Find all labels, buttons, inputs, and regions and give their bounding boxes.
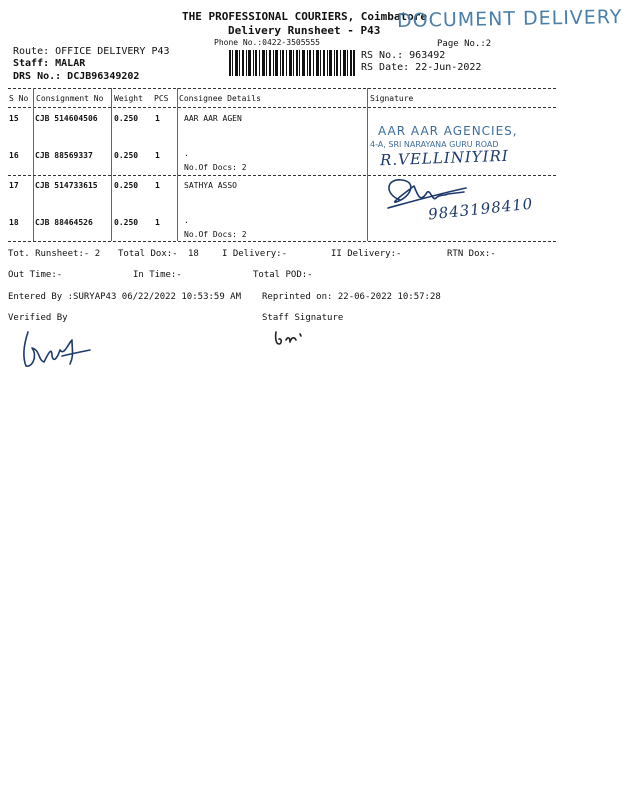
- document-delivery-stamp: DOCUMENT DELIVERY: [396, 6, 623, 32]
- table-bottom-divider: [8, 241, 556, 242]
- row-16-pcs: 1: [155, 151, 160, 160]
- first-delivery: I Delivery:-: [222, 249, 288, 259]
- in-time: In Time:-: [133, 270, 182, 280]
- col-signature: Signature: [370, 94, 414, 103]
- row-16-consignee: .: [184, 149, 189, 158]
- row-17-weight: 0.250: [114, 181, 139, 190]
- row-16-weight: 0.250: [114, 151, 139, 160]
- col-weight: Weight: [114, 94, 143, 103]
- row-15-sno: 15: [9, 114, 19, 123]
- row-18-weight: 0.250: [114, 218, 139, 227]
- row-17-sno: 17: [9, 181, 19, 190]
- header-bottom-divider: [8, 107, 556, 108]
- col-consignment: Consignment No: [36, 94, 104, 103]
- total-runsheet: Tot. Runsheet:- 2: [8, 249, 101, 259]
- agency-stamp-name: AAR AAR AGENCIES,: [378, 124, 518, 138]
- header-top-divider: [8, 88, 556, 89]
- row-17-pcs: 1: [155, 181, 160, 190]
- row-18-docs: No.Of Docs: 2: [184, 230, 247, 239]
- verified-by-label: Verified By: [8, 313, 68, 323]
- reprinted-on: Reprinted on: 22-06-2022 10:57:28: [262, 292, 441, 302]
- drs-number: DRS No.: DCJB96349202: [13, 71, 140, 82]
- barcode: [229, 50, 355, 76]
- row-18-consignee: .: [184, 216, 189, 225]
- col-divider-3: [177, 88, 178, 241]
- row-17-consignee: SATHYA ASSO: [184, 181, 237, 190]
- row-15-consignment: CJB 514604506: [35, 114, 98, 123]
- row-16-consignment: CJB 88569337: [35, 151, 93, 160]
- phone-number: Phone No.:0422-3505555: [214, 38, 320, 47]
- agency-stamp-address: 4-A, SRI NARAYANA GURU ROAD: [370, 140, 499, 149]
- row-18-pcs: 1: [155, 218, 160, 227]
- out-time: Out Time:-: [8, 270, 63, 280]
- row-15-pcs: 1: [155, 114, 160, 123]
- total-pod: Total POD:-: [253, 270, 313, 280]
- col-divider-2: [111, 88, 112, 241]
- row-15-weight: 0.250: [114, 114, 139, 123]
- runsheet-title: Delivery Runsheet - P43: [228, 24, 381, 37]
- handwritten-receiver-name: R.VELLINIYIRI: [379, 146, 510, 170]
- rs-date: RS Date: 22-Jun-2022: [361, 62, 482, 73]
- staff-signature-scribble: [270, 328, 310, 350]
- col-divider-4: [367, 88, 368, 241]
- col-divider-1: [33, 88, 34, 241]
- second-delivery: II Delivery:-: [331, 249, 402, 259]
- handwritten-phone: 9843198410: [427, 194, 535, 224]
- route-label: Route: OFFICE DELIVERY P43: [13, 46, 170, 57]
- col-pcs: PCS: [154, 94, 169, 103]
- row-18-consignment: CJB 88464526: [35, 218, 93, 227]
- col-sno: S No: [9, 94, 29, 103]
- verifier-signature: [18, 326, 98, 374]
- row-16-docs: No.Of Docs: 2: [184, 163, 247, 172]
- staff-signature-label: Staff Signature: [262, 313, 344, 323]
- rs-number: RS No.: 963492: [361, 50, 446, 61]
- entered-by: Entered By :SURYAP43 06/22/2022 10:53:59 AM: [8, 292, 241, 302]
- total-dox-value: 18: [188, 249, 199, 259]
- row-18-sno: 18: [9, 218, 19, 227]
- row-15-consignee: AAR AAR AGEN: [184, 114, 242, 123]
- barcode-bars: [229, 50, 355, 76]
- row-16-sno: 16: [9, 151, 19, 160]
- rtn-dox: RTN Dox:-: [447, 249, 496, 259]
- company-name: THE PROFESSIONAL COURIERS, Coimbatore: [182, 10, 428, 23]
- page-number: Page No.:2: [437, 39, 492, 49]
- total-dox-label: Total Dox:-: [118, 249, 178, 259]
- staff-label: Staff: MALAR: [13, 58, 86, 69]
- col-consignee: Consignee Details: [179, 94, 261, 103]
- row-17-consignment: CJB 514733615: [35, 181, 98, 190]
